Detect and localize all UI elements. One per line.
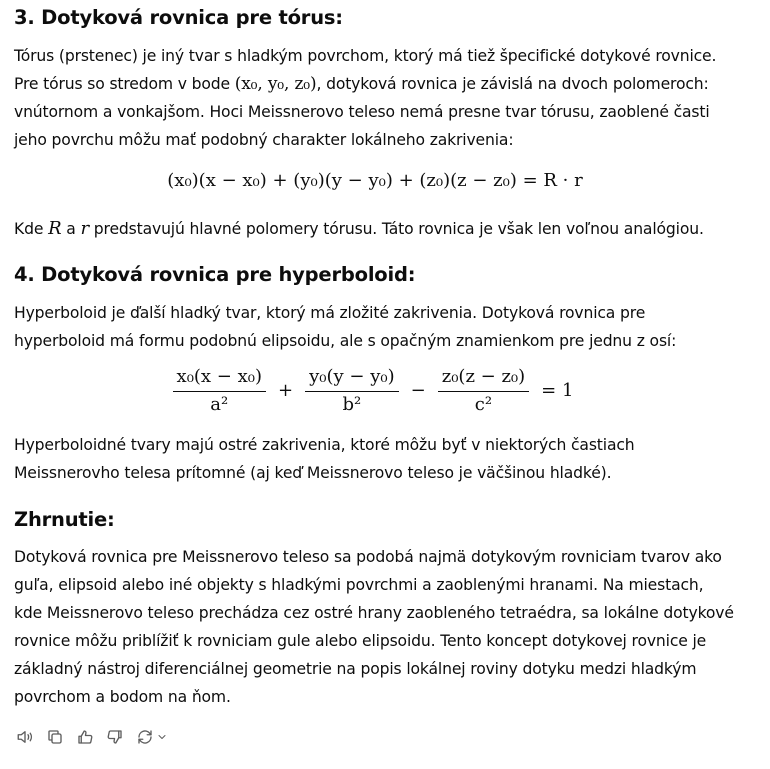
fraction-x <box>173 365 266 416</box>
text: a <box>61 220 81 238</box>
fraction-z-denominator: c² <box>474 394 493 415</box>
good-response-button[interactable] <box>74 725 96 749</box>
fraction-x-denominator: a² <box>210 394 229 415</box>
speaker-icon <box>16 728 34 746</box>
text: predstavujú hlavné polomery tórusu. Táto rovnica je však len voľnou analógiou. <box>88 220 704 238</box>
read-aloud-button[interactable] <box>14 725 36 749</box>
paragraph-hyperboloid-intro: Hyperboloid je ďalší hladký tvar, ktorý má zložité zakrivenia. Dotyková rovnica pre hyperboloid má formu podobnú elipsoidu, ale s opačným znamienkom pre jednu z osí: <box>14 304 677 350</box>
minus-operator: − <box>410 379 426 401</box>
fraction-y <box>305 365 399 416</box>
equation-hyperboloid <box>14 365 736 416</box>
thumbs-down-icon <box>106 728 124 746</box>
chevron-down-icon <box>156 731 168 743</box>
fraction-y-numerator: y₀(y − y₀) <box>305 365 399 392</box>
regenerate-icon <box>136 728 154 746</box>
heading-hyperboloid: 4. Dotyková rovnica pre hyperboloid: <box>14 263 416 286</box>
fraction-x-numerator: x₀(x − x₀) <box>173 365 266 392</box>
text: Tórus (prstenec) je iný tvar s hladkým povrchom, ktorý má tiež špecifické dotykové rovnice. Pre tórus so stredom v bode <box>14 47 717 93</box>
heading-summary: Zhrnutie: <box>14 508 115 531</box>
math-r: r <box>80 218 89 239</box>
equation-torus: (x₀)(x − x₀) + (y₀)(y − y₀) + (z₀)(z − z₀) = R · r <box>167 170 583 191</box>
message-actions-toolbar <box>14 725 170 749</box>
text: , dotyková rovnica je závislá na dvoch polomeroch: vnútornom a vonkajšom. Hoci Meissnerovo teleso nemá presne tvar tórusu, zaoblené časti jeho povrchu môžu mať podobný charakter lokálneho zakrivenia: <box>14 75 710 149</box>
thumbs-up-icon <box>76 728 94 746</box>
math-point: (x₀, y₀, z₀) <box>234 74 317 94</box>
copy-button[interactable] <box>44 725 66 749</box>
heading-torus: 3. Dotyková rovnica pre tórus: <box>14 6 343 29</box>
copy-icon <box>46 728 64 746</box>
text: Kde <box>14 220 49 238</box>
paragraph-torus-intro <box>14 42 736 154</box>
math-R: R <box>48 218 62 239</box>
equals-one: = 1 <box>541 379 574 401</box>
regenerate-button[interactable] <box>134 725 170 749</box>
bad-response-button[interactable] <box>104 725 126 749</box>
paragraph-hyperboloid-note: Hyperboloidné tvary majú ostré zakrivenia, ktoré môžu byť v niektorých častiach Meissnerovho telesa prítomné (aj keď Meissnerovo teleso je väčšinou hladké). <box>14 436 635 482</box>
plus-operator: + <box>278 379 294 401</box>
fraction-z <box>438 365 529 416</box>
fraction-y-denominator: b² <box>342 394 362 415</box>
paragraph-torus-note <box>14 215 736 243</box>
paragraph-summary: Dotyková rovnica pre Meissnerovo teleso sa podobá najmä dotykovým rovniciam tvarov ako guľa, elipsoid alebo iné objekty s hladkými povrchmi a zaoblenými hranami. Na miestach, kde Meissnerovo teleso prechádza cez ostré hrany zaobleného tetraédra, sa lokálne dotykové rovnice môžu priblížiť k rovniciam gule alebo elipsoidu. Tento koncept dotykovej rovnice je základný nástroj diferenciálnej geometrie na popis lokálnej roviny dotyku medzi hladkým povrchom a bodom na ňom. <box>14 548 734 706</box>
fraction-z-numerator: z₀(z − z₀) <box>438 365 529 392</box>
